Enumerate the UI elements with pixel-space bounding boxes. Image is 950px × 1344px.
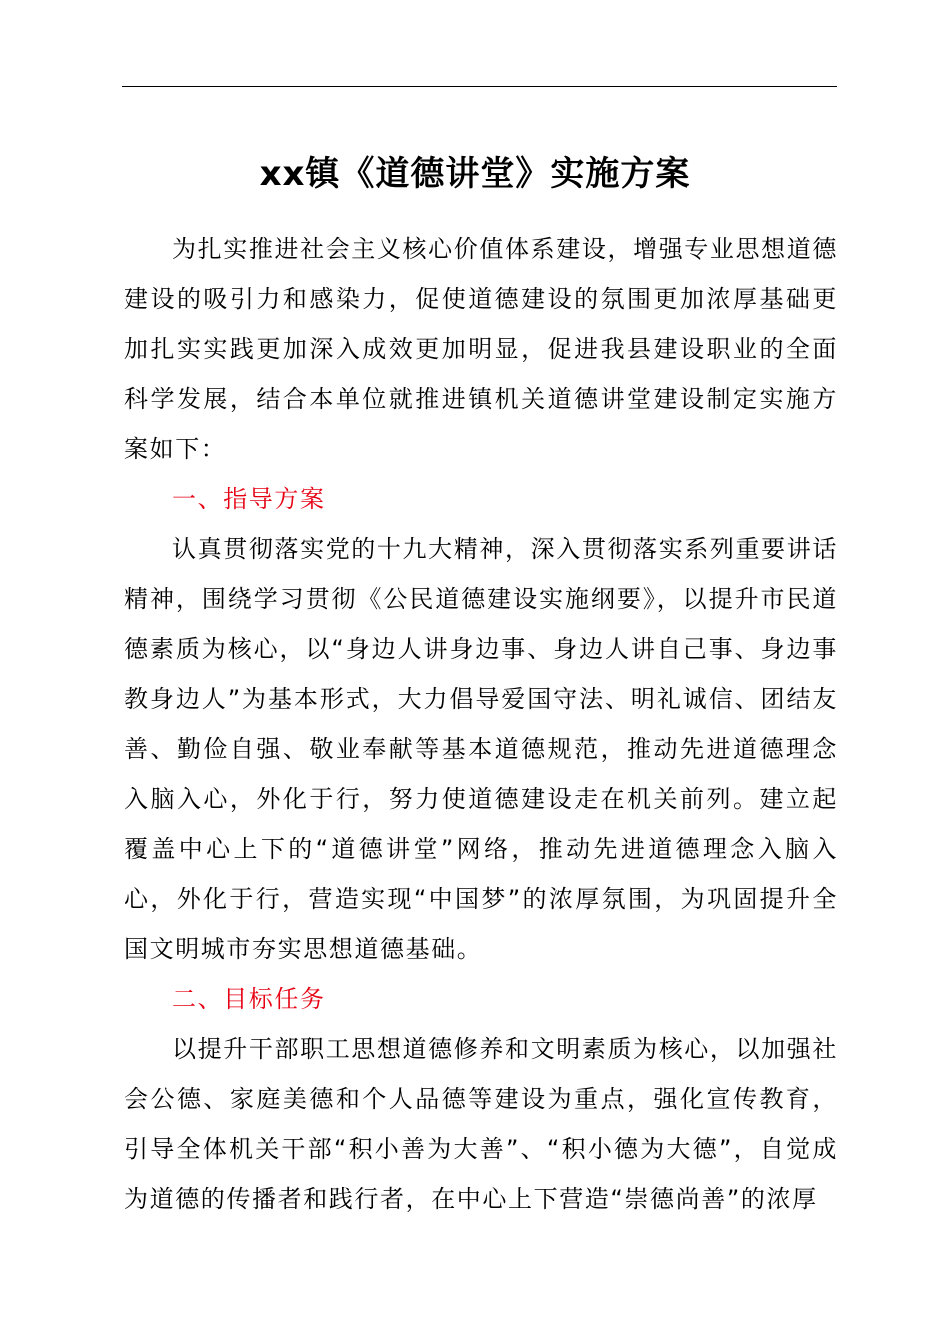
section-heading-guidance: 一、指导方案 <box>172 485 326 513</box>
section-body-guidance: 认真贯彻落实党的十九大精神，深入贯彻落实系列重要讲话精神，围绕学习贯彻《公民道德建设实施纲要》，以提升市民道德素质为核心，以“身边人讲身边事、身边人讲自己事、身边事教身边人”为基本形式，大力倡导爱国守法、明礼诚信、团结友善、勤俭自强、敬业奉献等基本道德规范，推动先进道德理念入脑入心，外化于行，努力使道德建设走在机关前列。建立起覆盖中心上下的“道德讲堂”网络，推动先进道德理念入脑入心，外化于行，营造实现“中国梦”的浓厚氛围，为巩固提升全国文明城市夯实思想道德基础。 <box>124 535 838 963</box>
section-heading-goals: 二、目标任务 <box>172 985 326 1013</box>
header-rule <box>122 86 837 87</box>
document-title: xx镇《道德讲堂》实施方案 <box>259 154 691 194</box>
intro-paragraph: 为扎实推进社会主义核心价值体系建设，增强专业思想道德建设的吸引力和感染力，促使道德建设的氛围更加浓厚基础更加扎实实践更加深入成效更加明显，促进我县建设职业的全面科学发展，结合本单位就推进镇机关道德讲堂建设制定实施方案如下： <box>124 235 838 463</box>
section-body-goals: 以提升干部职工思想道德修养和文明素质为核心，以加强社会公德、家庭美德和个人品德等建设为重点，强化宣传教育，引导全体机关干部“积小善为大善”、“积小德为大德”，自觉成为道德的传播者和践行者，在中心上下营造“崇德尚善”的浓厚 <box>124 1035 838 1213</box>
document-body <box>124 224 838 1224</box>
